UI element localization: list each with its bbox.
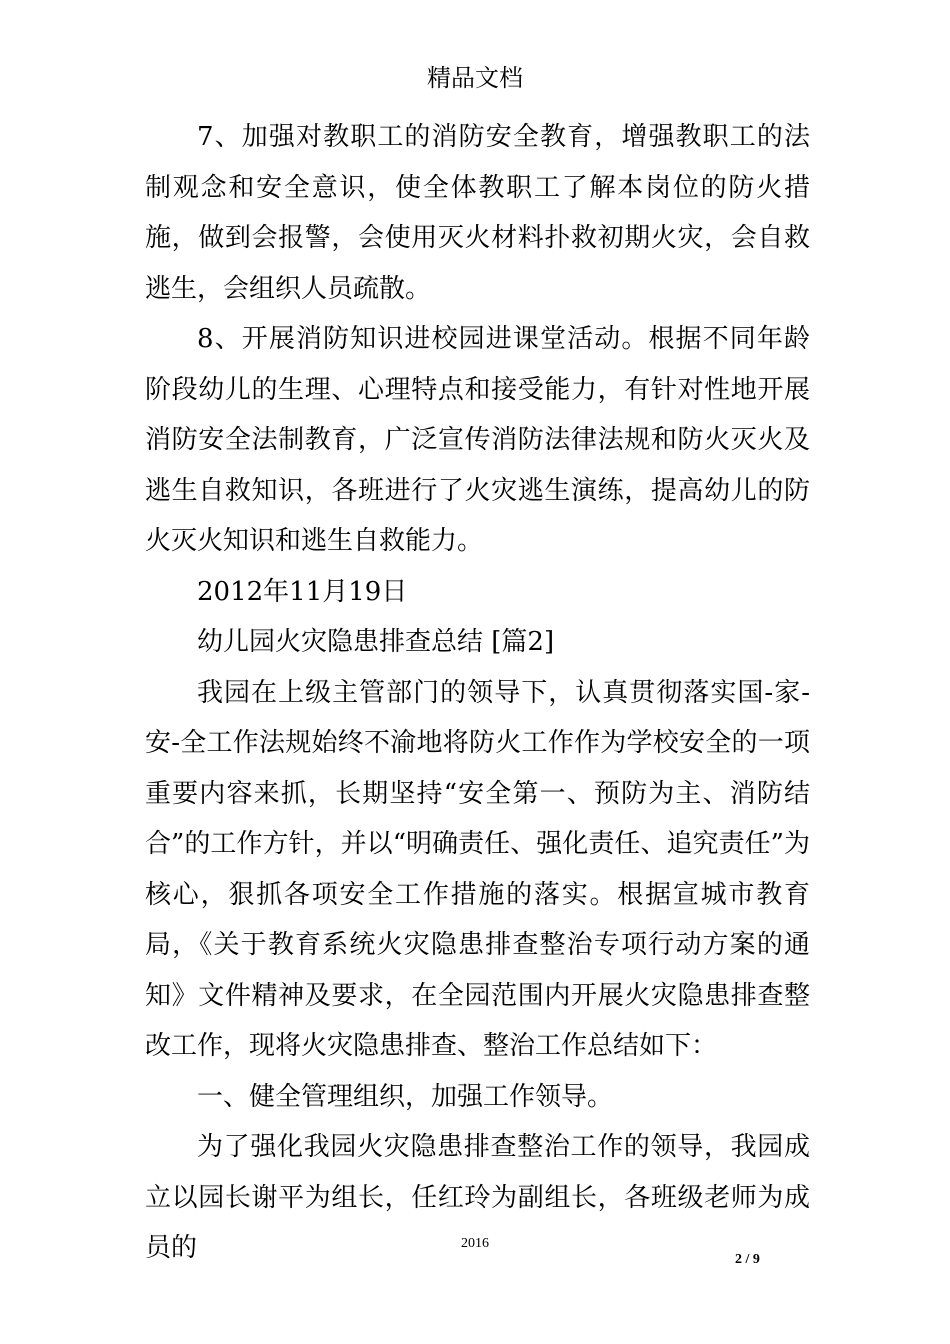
paragraph-item-8: 8、开展消防知识进校园进课堂活动。根据不同年龄阶段幼儿的生理、心理特点和接受能力，有针对性地开展消防安全法制教育，广泛宣传消防法律法规和防火灭火及逃生自救知识，各班进行了火灾逃生演练，提高幼儿的防火灭火知识和逃生自救能力。 [145,324,810,556]
subheading-one: 一、健全管理组织，加强工作领导。 [197,1081,614,1112]
paragraph-item-7: 7、加强对教职工的消防安全教育，增强教职工的法制观念和安全意识，使全体教职工了解本岗位的防火措施，做到会报警，会使用灭火材料扑救初期火灾，会自救逃生，会组织人员疏散。 [145,122,810,304]
page-number: 2 / 9 [735,1252,760,1267]
footer-year: 2016 [461,1236,489,1251]
document-body [145,112,810,1274]
date-line: 2012年11月19日 [197,576,408,607]
page-header-title: 精品文档 [427,64,523,92]
paragraph-leadership: 为了强化我园火灾隐患排查整治工作的领导，我园成立以园长谢平为组长，任红玲为副组长，各班级老师为成员的 [145,1132,810,1263]
paragraph-intro: 我园在上级主管部门的领导下，认真贯彻落实国-家-安-全工作法规始终不渝地将防火工作作为学校安全的一项重要内容来抓，长期坚持“安全第一、预防为主、消防结合”的工作方针，并以“明确责任、强化责任、追究责任”为核心，狠抓各项安全工作措施的落实。根据宣城市教育局，《关于教育系统火灾隐患排查整治专项行动方案的通知》文件精神及要求，在全园范围内开展火灾隐患排查整改工作，现将火灾隐患排查、整治工作总结如下： [145,677,810,1061]
section-title: 幼儿园火灾隐患排查总结 [篇2] [197,627,555,657]
